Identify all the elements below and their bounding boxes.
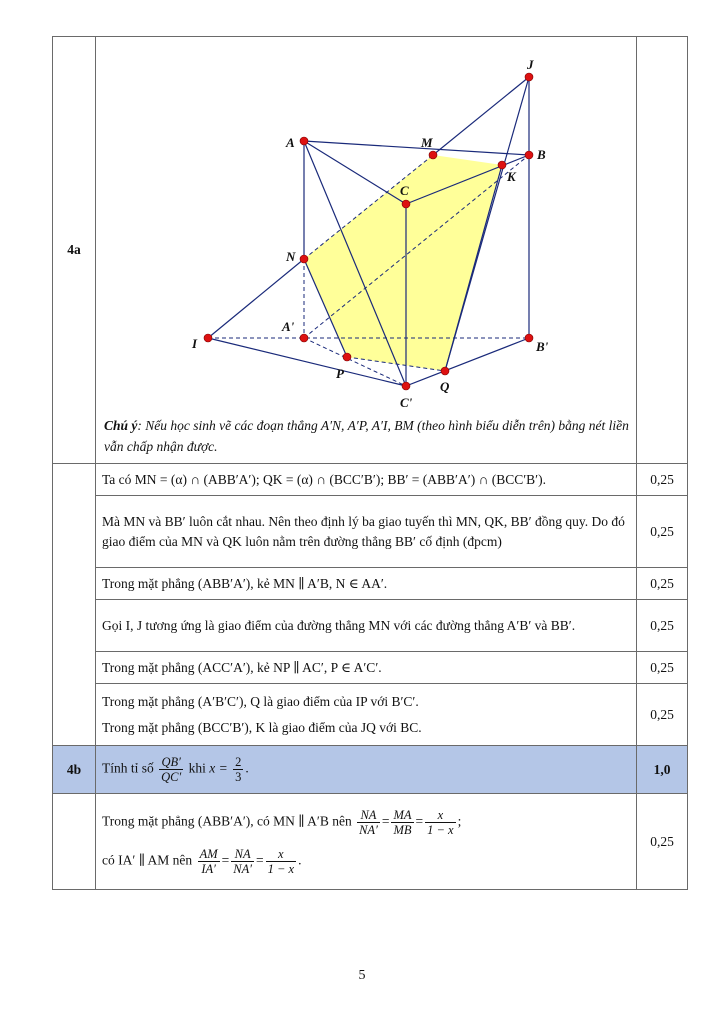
- solution-table: [52, 36, 688, 890]
- fraction-den: NA′: [233, 861, 252, 876]
- step-score: 0,25: [637, 568, 688, 600]
- point-label-c: C: [400, 183, 409, 198]
- page-number: 5: [358, 968, 366, 983]
- figure-row: [53, 37, 688, 464]
- x-numerator: 2: [235, 755, 242, 769]
- point-label-n: N: [286, 249, 296, 264]
- step-label-empty: [53, 794, 96, 890]
- step-score: 0,25: [637, 794, 688, 890]
- point-label-b: B: [537, 147, 546, 162]
- step-text: [96, 684, 637, 746]
- part-b-score: 1,0: [637, 746, 688, 794]
- ratio-line-1: Trong mặt phẳng (ABB′A′), có MN ∥ A′B nên $\frac{NA}{NA'}$ = $\frac{MA}{MB}$ = $\frac{x}{1 - x}$ ;: [102, 807, 462, 837]
- step-label-empty: [53, 464, 96, 746]
- fraction: [266, 847, 296, 876]
- fraction-den: IA′: [201, 861, 216, 876]
- part-label-4b: 4b: [53, 746, 96, 794]
- ratio-line-2: có IA′ ∥ AM nên $\frac{AM}{IA'}$ = $\frac{NA}{NA'}$ = $\frac{x}{1 - x}$ .: [102, 846, 302, 876]
- figure-cell: [96, 37, 637, 464]
- step-line: Trong mặt phẳng (A′B′C′), Q là giao điểm của IP với B′C′.: [102, 693, 419, 709]
- fraction-num: NA: [231, 847, 254, 862]
- ratio-numerator: QB′: [159, 755, 183, 770]
- ratio-line-1-end: ;: [457, 813, 462, 829]
- point-label-p: P: [336, 366, 344, 381]
- point-label-j: J: [527, 57, 534, 72]
- point-label-k: K: [507, 169, 516, 184]
- fraction-den: 1 − x: [267, 861, 295, 876]
- step-text: [96, 794, 637, 890]
- step-row: [53, 652, 688, 684]
- part-b-question: [96, 746, 637, 794]
- point-label-c-prime: C': [400, 395, 413, 410]
- part-b-header-row: [53, 746, 688, 794]
- fraction: [231, 847, 254, 876]
- step-row: [53, 684, 688, 746]
- step-score: 0,25: [637, 464, 688, 496]
- point-label-a-prime: A': [282, 319, 295, 334]
- fraction: [357, 808, 380, 837]
- question-prefix: Tính tỉ số: [102, 760, 154, 776]
- step-score: 0,25: [637, 652, 688, 684]
- step-row: [53, 794, 688, 890]
- step-row: [53, 464, 688, 496]
- step-line: Trong mặt phẳng (BCC′B′), K là giao điểm của JQ với BC.: [102, 719, 422, 735]
- ratio-line-2-prefix: có IA′ ∥ AM nên: [102, 852, 193, 868]
- fraction: [198, 847, 220, 876]
- point-label-m: M: [421, 135, 433, 150]
- fraction-den: MB: [393, 822, 412, 837]
- step-text: Gọi I, J tương ứng là giao điểm của đường thẳng MN với các đường thẳng A′B′ và BB′.: [96, 600, 637, 652]
- fraction-num: NA: [357, 808, 380, 823]
- ratio-denominator: QC′: [161, 770, 182, 784]
- step-text: Mà MN và BB′ luôn cắt nhau. Nên theo định lý ba giao tuyến thì MN, QK, BB′ đồng quy. Do đó giao điểm của MN và QK luôn nằm trên đường thẳng BB′ cố định (đpcm): [96, 496, 637, 568]
- step-text: Trong mặt phẳng (ACC′A′), kẻ NP ∥ AC′, P ∈ A′C′.: [96, 652, 637, 684]
- x-denominator: 3: [235, 770, 242, 784]
- ratio-fraction: [159, 755, 183, 784]
- fraction-num: x: [266, 847, 296, 862]
- ratio-line-1-prefix: Trong mặt phẳng (ABB′A′), có MN ∥ A′B nên: [102, 813, 352, 829]
- fraction-num: x: [425, 808, 455, 823]
- point-label-a: A: [286, 135, 295, 150]
- note-body: : Nếu học sinh vẽ các đoạn thẳng A′N, A′P, A′I, BM (theo hình biểu diễn trên) bằng nét liền vẫn chấp nhận được.: [104, 418, 629, 454]
- x-fraction: [233, 755, 243, 784]
- note-text: [102, 409, 630, 461]
- step-score: 0,25: [637, 496, 688, 568]
- fraction-den: NA′: [359, 822, 378, 837]
- step-row: [53, 568, 688, 600]
- step-text: Ta có MN = (α) ∩ (ABB′A′); QK = (α) ∩ (BCC′B′); BB′ = (ABB′A′) ∩ (BCC′B′).: [96, 464, 637, 496]
- prism-diagram: [102, 39, 632, 409]
- point-label-q: Q: [440, 379, 450, 394]
- fraction-num: AM: [199, 846, 218, 861]
- step-row: [53, 600, 688, 652]
- note-prefix: Chú ý: [104, 418, 138, 433]
- ratio-line-2-end: .: [298, 852, 302, 868]
- question-mid: khi: [188, 760, 206, 776]
- point-label-i: I: [192, 336, 198, 351]
- step-text: Trong mặt phẳng (ABB′A′), kẻ MN ∥ A′B, N ∈ AA′.: [96, 568, 637, 600]
- step-score: 0,25: [637, 600, 688, 652]
- fraction-den: 1 − x: [427, 822, 454, 837]
- step-score: 0,25: [637, 684, 688, 746]
- geometry-figure: [102, 39, 632, 409]
- fraction: [391, 808, 413, 837]
- question-x: x =: [209, 760, 228, 776]
- fraction-num: MA: [393, 807, 412, 822]
- question-end: .: [245, 760, 249, 776]
- score-empty: [637, 37, 688, 464]
- part-label-4a: 4a: [53, 37, 96, 464]
- point-label-b-prime: B': [536, 339, 549, 354]
- fraction: [425, 808, 455, 837]
- step-row: [53, 496, 688, 568]
